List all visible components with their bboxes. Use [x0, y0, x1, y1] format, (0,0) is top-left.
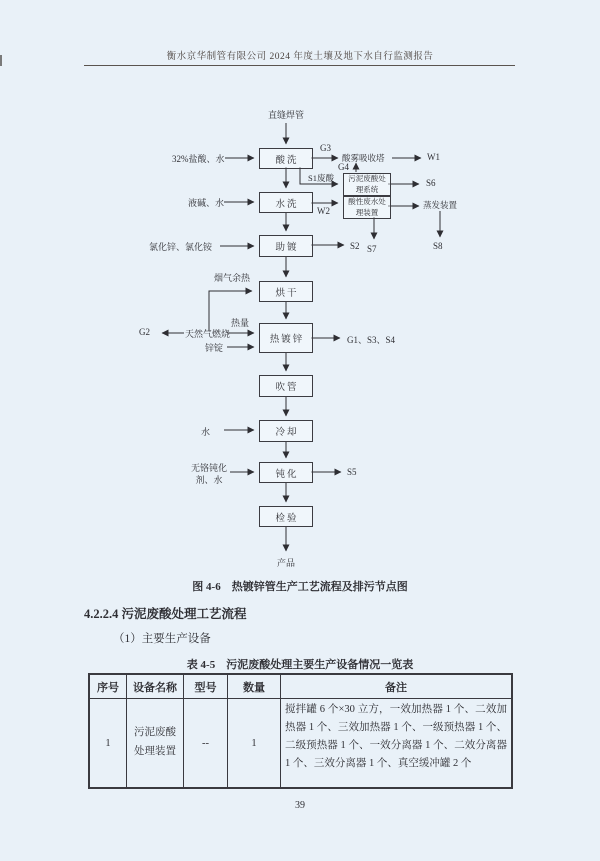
page-number: 39: [295, 800, 305, 811]
flow-node-source: 直缝焊管: [267, 110, 305, 120]
stream-s1: S1废酸: [308, 173, 334, 183]
input-gas-combustion: 天然气燃烧: [185, 329, 231, 339]
flow-node-blow-pipe: 吹管: [259, 375, 313, 397]
flow-node-evaporator: 蒸发装置: [423, 200, 458, 210]
flow-node-sludge-acid-system: 污泥废酸处理系统: [343, 173, 391, 196]
section-heading: 4.2.2.4 污泥废酸处理工艺流程: [84, 607, 247, 621]
input-zinc-ingot: 锌锭: [205, 343, 224, 353]
input-hcl-water: 32%盐酸、水: [172, 154, 225, 164]
flow-node-acid-wash: 酸洗: [259, 148, 313, 169]
table-row: [89, 699, 512, 789]
stream-g3: G3: [320, 143, 331, 153]
input-flux-salts: 氯化锌、氯化铵: [149, 242, 213, 252]
cell-remark: 搅拌罐 6 个×30 立方，一效加热器 1 个、二效加热器 1 个、三效加热器 1 个、一级预热器 1 个、二级预热器 1 个、一效分离器 1 个、二效分离器 1 个、三效分离器 1 个、真空缓冲罐 2 个: [281, 699, 513, 789]
flow-node-passivate: 钝化: [259, 462, 313, 483]
stream-s8: S8: [433, 241, 443, 251]
col-header-index: 序号: [89, 674, 127, 699]
table-caption: 表 4-5 污泥废酸处理主要生产设备情况一览表: [186, 659, 414, 671]
subsection-heading: （1）主要生产设备: [113, 633, 211, 645]
col-header-model: 型号: [184, 674, 228, 699]
input-water: 水: [201, 427, 211, 437]
col-header-quantity: 数量: [228, 674, 281, 699]
stream-w1: W1: [427, 152, 440, 162]
cell-index: 1: [89, 699, 127, 789]
col-header-name: 设备名称: [127, 674, 184, 699]
flow-node-dry: 烘干: [259, 281, 313, 302]
flow-node-product: 产品: [276, 558, 296, 568]
cell-name: 污泥废酸处理装置: [127, 699, 184, 789]
page-header-title: 衡水京华制管有限公司 2024 年度土壤及地下水自行监测报告: [166, 52, 434, 62]
stream-s7: S7: [367, 244, 377, 254]
stream-s2: S2: [350, 241, 360, 251]
flow-node-acid-wastewater-unit: 酸性废水处理装置: [343, 196, 391, 219]
flow-node-acid-mist-tower: 酸雾吸收塔: [342, 153, 385, 163]
figure-caption: 图 4-6 热镀锌管生产工艺流程及排污节点图: [192, 581, 408, 593]
flow-node-cool: 冷却: [259, 420, 313, 442]
input-passivator: 无铬钝化剂、水: [190, 463, 227, 486]
stream-g1-s3-s4: G1、S3、S4: [347, 335, 396, 345]
flow-node-galvanize: 热镀锌: [259, 323, 313, 353]
input-flue-gas-heat: 烟气余热: [214, 273, 251, 283]
input-heat: 热量: [231, 318, 250, 328]
cell-quantity: 1: [228, 699, 281, 789]
table-header-row: [89, 674, 512, 699]
stream-w2: W2: [317, 206, 330, 216]
flow-node-water-wash: 水洗: [259, 192, 313, 213]
stream-g4: G4: [338, 162, 349, 172]
input-alkali-water: 液碱、水: [188, 198, 225, 208]
stream-g2: G2: [139, 327, 150, 337]
flow-node-flux: 助镀: [259, 235, 313, 257]
cell-model: --: [184, 699, 228, 789]
equipment-table: [88, 673, 513, 789]
flow-node-inspect: 检验: [259, 506, 313, 527]
stream-s5: S5: [347, 467, 357, 477]
stream-s6: S6: [426, 178, 436, 188]
col-header-remark: 备注: [281, 674, 513, 699]
